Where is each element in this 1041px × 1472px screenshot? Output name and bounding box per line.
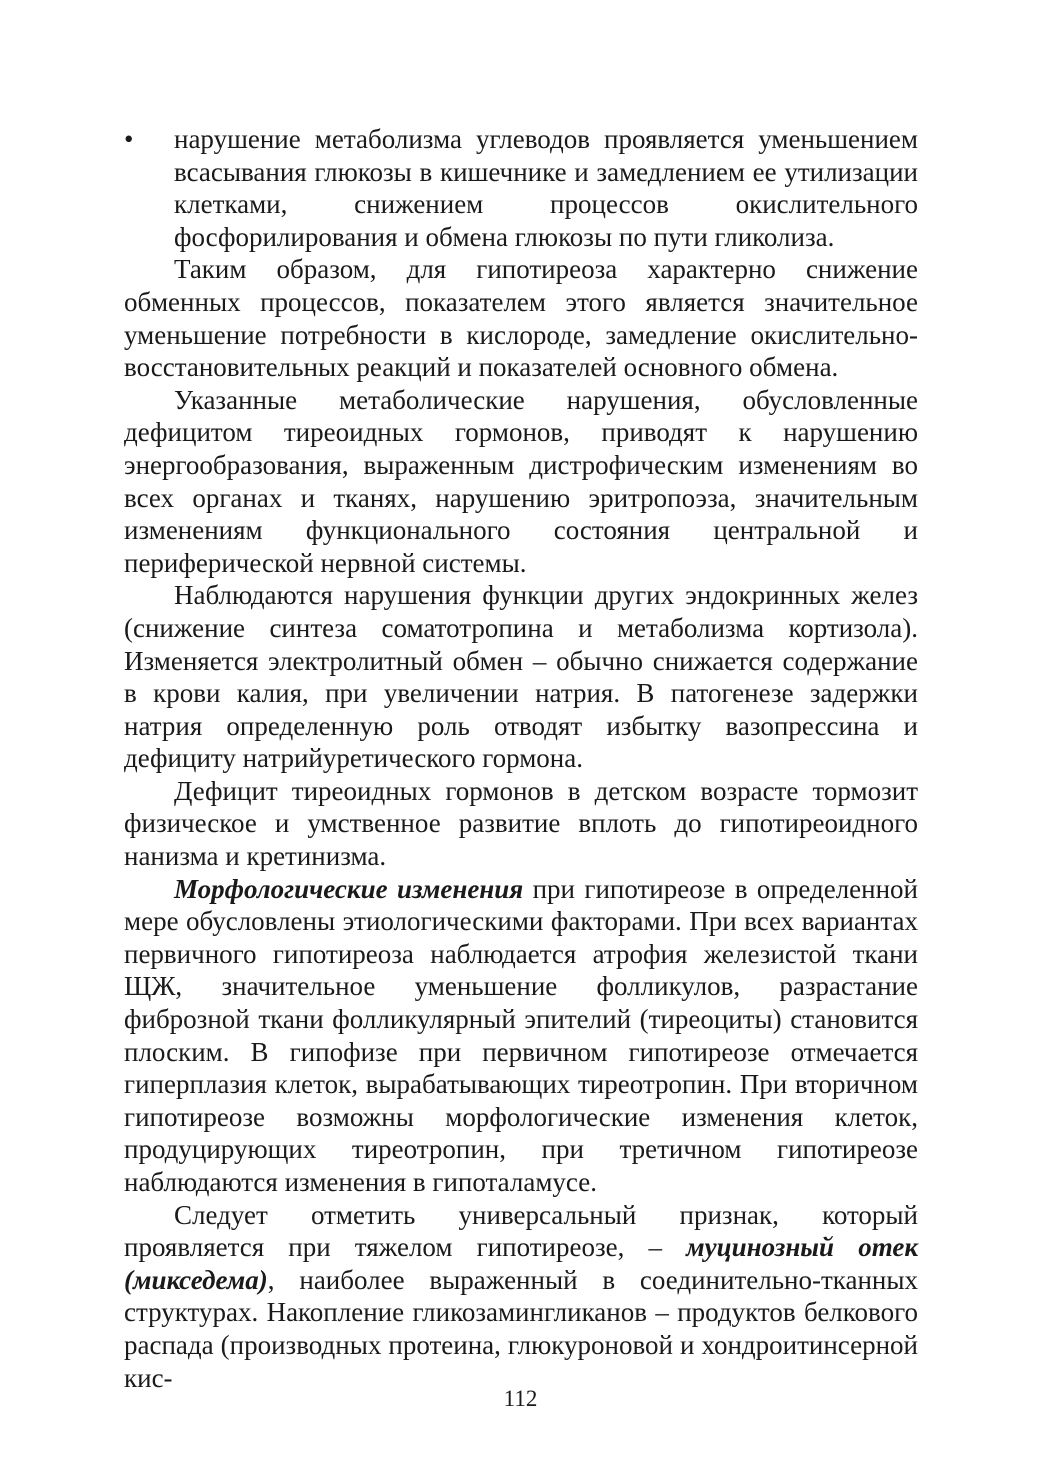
page-body	[124, 123, 918, 1394]
page-number: 112	[503, 1386, 538, 1411]
paragraph-childhood-deficit: Дефицит тиреоидных гормонов в детском возрасте тормозит физическое и умственное развитие вплоть до гипотиреоидного нанизма и кретинизма.	[124, 775, 918, 872]
paragraph-myxedema	[124, 1199, 918, 1395]
paragraph-myxedema-start: Следует отметить универсальный признак, который проявляется при тяжелом гипотиреозе, –	[124, 1199, 918, 1263]
bullet-list-item	[124, 123, 918, 253]
bullet-icon: •	[124, 124, 134, 154]
paragraph-metabolic-disorders: Указанные метаболические нарушения, обусловленные дефицитом тиреоидных гормонов, приводят к нарушению энергообразования, выраженным дистрофическим изменениям во всех органах и тканях, нарушению эритропоэза, значительным изменениям функционального состояния центральной и периферической нервной системы.	[124, 384, 918, 578]
emphasis-morphological-changes: Морфологические изменения	[174, 873, 524, 904]
bullet-text: нарушение метаболизма углеводов проявляется уменьшением всасывания глюкозы в кишечнике и замедлением ее утилизации клетками, снижением процессов окислительного фосфорилирования и обмена глюкозы по пути гликолиза.	[174, 124, 918, 252]
paragraph-endocrine-glands: Наблюдаются нарушения функции других эндокринных желез (снижение синтеза соматотропина и метаболизма кортизола). Изменяется электролитный обмен – обычно снижается содержание в крови калия, при увеличении натрия. В патогенезе задержки натрия определенную роль отводят избытку вазопрессина и дефициту натрийуретического гормона.	[124, 580, 918, 774]
paragraph-myxedema-rest: , наиболее выраженный в соединительно-тканных структурах. Накопление гликозамингликанов – продуктов белкового распада (производных протеина, глюкуроновой и хондроитинсерной кис-	[124, 1264, 918, 1393]
emphasis-myxedema: муцинозный отек (микседема)	[124, 1232, 919, 1295]
paragraph-morphological-changes	[124, 873, 918, 1199]
paragraph-hypothyroid-metabolism: Таким образом, для гипотиреоза характерно снижение обменных процессов, показателем этого является значительное уменьшение потребности в кислороде, замедление окислительно-восстановительных реакций и показателей основного обмена.	[124, 254, 918, 383]
paragraph-morphological-text: при гипотиреозе в определенной мере обусловлены этиологическими факторами. При всех вариантах первичного гипотиреоза наблюдается атрофия железистой ткани ЩЖ, значительное уменьшение фолликулов, разрастание фиброзной ткани фолликулярный эпителий (тиреоциты) становится плоским. В гипофизе при первичном гипотиреозе отмечается гиперплазия клеток, вырабатывающих тиреотропин. При вторичном гипотиреозе возможны морфологические изменения клеток, продуцирующих тиреотропин, при третичном гипотиреозе наблюдаются изменения в гипоталамусе.	[124, 873, 918, 1197]
